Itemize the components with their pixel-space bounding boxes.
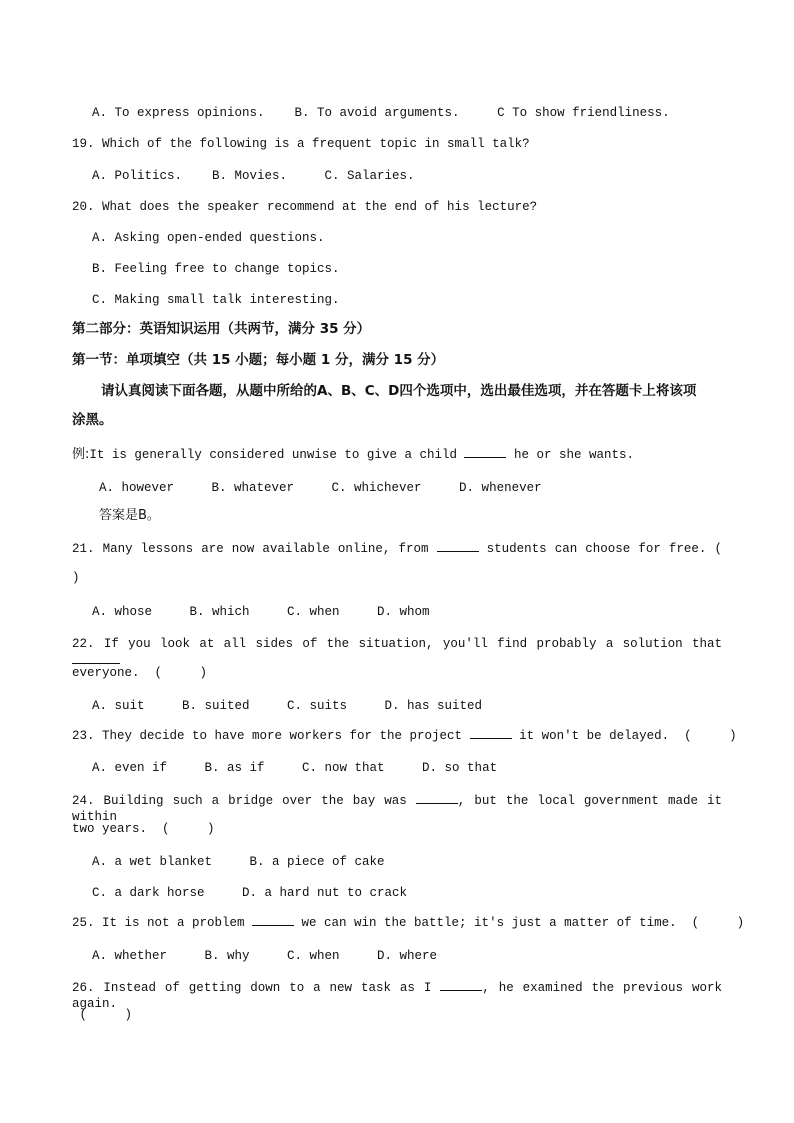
q24-continuation: two years. ( ) — [72, 822, 215, 836]
example-question — [72, 446, 634, 463]
q21-options: A. whose B. which C. when D. whom — [92, 605, 430, 619]
q20-option-b: B. Feeling free to change topics. — [92, 262, 340, 276]
example-options: A. however B. whatever C. whichever D. whenever — [99, 481, 542, 495]
question-22: 22. If you look at all sides of the situation, you'll find probably a solution that — [72, 636, 722, 669]
q22-options: A. suit B. suited C. suits D. has suited — [92, 699, 483, 713]
answer-blank — [72, 652, 120, 664]
q21-continuation: ) — [72, 571, 80, 585]
q22-continuation: everyone. ( ) — [72, 666, 208, 680]
answer-blank — [416, 792, 458, 804]
question-20: 20. What does the speaker recommend at the end of his lecture? — [72, 200, 538, 214]
example-text-start: It is generally considered unwise to give a child — [89, 448, 465, 462]
q26-continuation: ( ) — [72, 1008, 133, 1022]
q19-options: A. Politics. B. Movies. C. Salaries. — [92, 169, 415, 183]
q24-options-cd: C. a dark horse D. a hard nut to crack — [92, 886, 408, 900]
q24-options-ab: A. a wet blanket B. a piece of cake — [92, 855, 385, 869]
question-24: 24. Building such a bridge over the bay was , but the local government made it within — [72, 794, 722, 824]
q23-options: A. even if B. as if C. now that D. so that — [92, 761, 498, 775]
question-26: 26. Instead of getting down to a new task as I , he examined the previous work again. — [72, 981, 722, 1011]
question-21: 21. Many lessons are now available online, from students can choose for free. ( — [72, 542, 722, 556]
answer-blank — [440, 979, 482, 991]
q20-option-a: A. Asking open-ended questions. — [92, 231, 325, 245]
example-answer: 答案是B。 — [99, 508, 160, 523]
example-text-end: he or she wants. — [506, 448, 634, 462]
instruction-line-2: 涂黑。 — [72, 412, 113, 428]
part-2-heading: 第二部分：英语知识运用（共两节，满分 35 分） — [72, 321, 371, 337]
q25-options: A. whether B. why C. when D. where — [92, 949, 438, 963]
answer-blank — [470, 727, 512, 739]
example-label: 例: — [72, 447, 90, 462]
question-25: 25. It is not a problem we can win the battle; it's just a matter of time. ( ) — [72, 916, 745, 930]
answer-blank — [252, 914, 294, 926]
question-19: 19. Which of the following is a frequent topic in small talk? — [72, 137, 530, 151]
section-1-heading: 第一节：单项填空（共 15 小题；每小题 1 分，满分 15 分） — [72, 352, 445, 368]
answer-blank — [464, 446, 506, 458]
question-23: 23. They decide to have more workers for the project it won't be delayed. ( ) — [72, 729, 737, 743]
q18-options: A. To express opinions. B. To avoid arguments. C To show friendliness. — [92, 106, 670, 120]
q20-option-c: C. Making small talk interesting. — [92, 293, 340, 307]
answer-blank — [437, 540, 479, 552]
instruction-line-1: 请认真阅读下面各题，从题中所给的A、B、C、D四个选项中，选出最佳选项，并在答题卡上将该项 — [101, 383, 697, 399]
